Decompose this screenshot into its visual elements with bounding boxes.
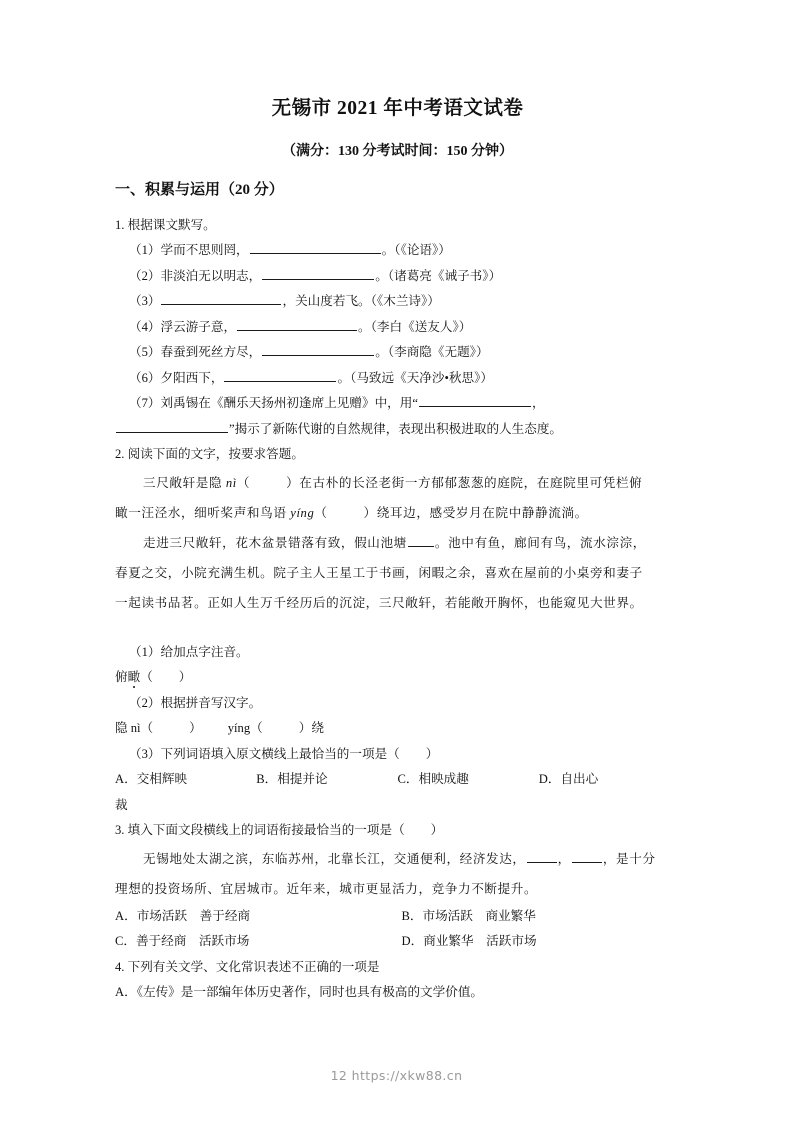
item-text-after: ， [531, 396, 545, 411]
item-text-before: 非淡泊无以明志， [160, 268, 262, 283]
item-text-before: 刘禹锡在《酬乐天扬州初逢席上见赠》中，用“ [160, 396, 418, 411]
passage-text: ）在古朴的长泾老街一方郁郁葱葱的庭院，在庭院里可凭栏俯 [286, 475, 643, 490]
answer-blank[interactable] [237, 318, 357, 331]
item-number: （7） [129, 396, 161, 411]
question-2-sub-1-label: （1）给加点字注音。 [129, 644, 249, 659]
option-b[interactable]: B．市场活跃 商业繁华 [401, 908, 536, 923]
passage-text: 三尺敞轩是隐 nì（ [143, 475, 251, 490]
section-heading-1: 一、积累与运用（20 分） [115, 181, 284, 198]
passage-text: ）绕耳边，感受岁月在院中静静流淌。 [363, 505, 588, 520]
item-number: （3） [129, 294, 161, 309]
passage-text: ， [557, 851, 571, 866]
item-text-after: ，关山度若飞。（《木兰诗》） [282, 294, 440, 309]
answer-blank[interactable] [262, 343, 374, 356]
question-1-item-4 [115, 315, 680, 341]
question-2-sub-3-options [115, 767, 680, 793]
sub-question-text: （3）下列词语填入原文横线上最恰当的一项是（ [129, 746, 400, 761]
emphasized-char: 瞰 [127, 670, 141, 685]
option-b[interactable]: B．相提并论 [256, 772, 328, 787]
passage-text: 走进三尺敞轩，花木盆景错落有致，假山池塘 [143, 535, 407, 550]
option-d[interactable]: D．商业繁华 活跃市场 [401, 934, 537, 949]
item-text-after: 。（诸葛亮《诫子书》） [375, 268, 502, 283]
question-2-sub-2-answer-line [115, 716, 680, 742]
passage-text: 瞰一汪泾水，细听桨声和鸟语 yíng（ [115, 505, 328, 520]
paren-close: ） [430, 823, 444, 838]
answer-blank[interactable] [250, 241, 381, 254]
item-text-before: 春蚕到死丝方尽， [160, 345, 262, 360]
paren-open: （ [140, 670, 153, 685]
option-d[interactable]: D．自出心 [538, 772, 599, 787]
item-text-before: 浮云游子意， [160, 319, 237, 334]
pinyin-prompt-ying: yíng（ [227, 721, 263, 736]
answer-blank[interactable] [116, 420, 228, 433]
question-text: 3. 填入下面文段横线上的词语衔接最恰当的一项是（ [115, 823, 405, 838]
item-number: （1） [129, 243, 161, 258]
question-1-item-5 [115, 340, 680, 366]
page-footer-watermark: 12 https://xkw88.cn [330, 1068, 463, 1083]
item-number: （6） [129, 370, 161, 385]
question-1-item-6 [115, 366, 680, 392]
answer-blank[interactable] [161, 292, 281, 305]
question-2-passage-paragraph-1-cont [115, 498, 680, 528]
question-3-passage-line-2: 理想的投资场所、宜居城市。近年来，城市更显活力，竞争力不断提升。 [115, 881, 538, 896]
option-c[interactable]: C．相映成趣 [397, 772, 469, 787]
item-text-after: 。（李商隐《无题》） [375, 345, 489, 360]
question-1-item-3 [115, 289, 680, 315]
question-2-passage-paragraph-2-line-2: 春夏之交，小院充满生机。院子主人王星工于书画，闲暇之余，喜欢在屋前的小桌旁和妻子 [115, 565, 643, 580]
question-2-stem: 2. 阅读下面的文字，按要求答题。 [115, 447, 304, 462]
item-number: （2） [129, 268, 161, 283]
option-c[interactable]: C．善于经商 活跃市场 [115, 934, 250, 949]
exam-subtitle: （满分：130 分考试时间：150 分钟） [282, 144, 513, 160]
paren-close: ） [178, 670, 192, 685]
item-text-after: 。（马致远《天净沙•秋思》） [337, 370, 493, 385]
item-text-before: 学而不思则罔， [160, 243, 249, 258]
question-3-options-row-1 [115, 904, 680, 930]
answer-blank[interactable] [224, 369, 336, 382]
question-3-stem [115, 818, 680, 844]
page-title: 无锡市 2021 年中考语文试卷 [271, 98, 524, 119]
item-number: （5） [129, 345, 161, 360]
answer-blank[interactable] [572, 850, 602, 863]
answer-blank[interactable] [527, 850, 557, 863]
question-2-sub-2-label: （2）根据拼音写汉字。 [129, 695, 262, 710]
question-1-item-7-line-1 [115, 391, 680, 417]
answer-blank[interactable] [419, 394, 531, 407]
question-1-item-7-line-2 [115, 417, 680, 443]
option-a[interactable]: A．市场活跃 善于经商 [115, 908, 251, 923]
question-1-item-2 [115, 264, 680, 290]
paren-close: ） [425, 746, 439, 761]
answer-blank[interactable] [408, 534, 434, 547]
question-2-passage-paragraph-1 [115, 468, 680, 498]
question-2-sub-3-option-d-wrap: 裁 [115, 797, 128, 812]
pinyin-word-first-char: 俯 [115, 670, 128, 685]
answer-blank[interactable] [262, 267, 374, 280]
question-4-option-a[interactable]: A．《左传》是一部编年体历史著作，同时也具有极高的文学价值。 [115, 985, 484, 1000]
item-text-after: 。（李白《送友人》） [358, 319, 472, 334]
question-2-passage-paragraph-2-line-3: 一起读书品茗。正如人生万千经历后的沉淀，三尺敞轩，若能敞开胸怀，也能窥见大世界。 [115, 595, 643, 610]
question-2-passage-paragraph-2 [115, 528, 680, 558]
item-text-before: 夕阳西下， [160, 370, 224, 385]
item-text-after: ”揭示了新陈代谢的自然规律，表现出积极进取的人生态度。 [229, 421, 563, 436]
paren-close-rao: ）绕 [298, 721, 324, 736]
option-a[interactable]: A．交相辉映 [115, 772, 188, 787]
passage-text: 无锡地处太湖之滨，东临苏州，北靠长江，交通便利，经济发达， [143, 851, 526, 866]
question-2-sub-1-answer-line [115, 665, 680, 691]
question-2-sub-3-label [115, 742, 680, 768]
question-1-item-1 [115, 238, 680, 264]
passage-text: ，是十分 [602, 851, 656, 866]
paren-close: ） [189, 721, 202, 736]
item-number: （4） [129, 319, 161, 334]
question-1-stem: 1. 根据课文默写。 [115, 217, 216, 232]
item-text-after: 。（《论语》） [381, 243, 451, 258]
pinyin-prompt-ni: 隐 nì（ [115, 721, 154, 736]
question-3-options-row-2 [115, 929, 680, 955]
question-4-stem: 4. 下列有关文学、文化常识表述不正确的一项是 [115, 959, 380, 974]
passage-text: 。池中有鱼，廊间有鸟，流水淙淙， [434, 535, 646, 550]
question-3-passage-line-1 [115, 844, 680, 874]
